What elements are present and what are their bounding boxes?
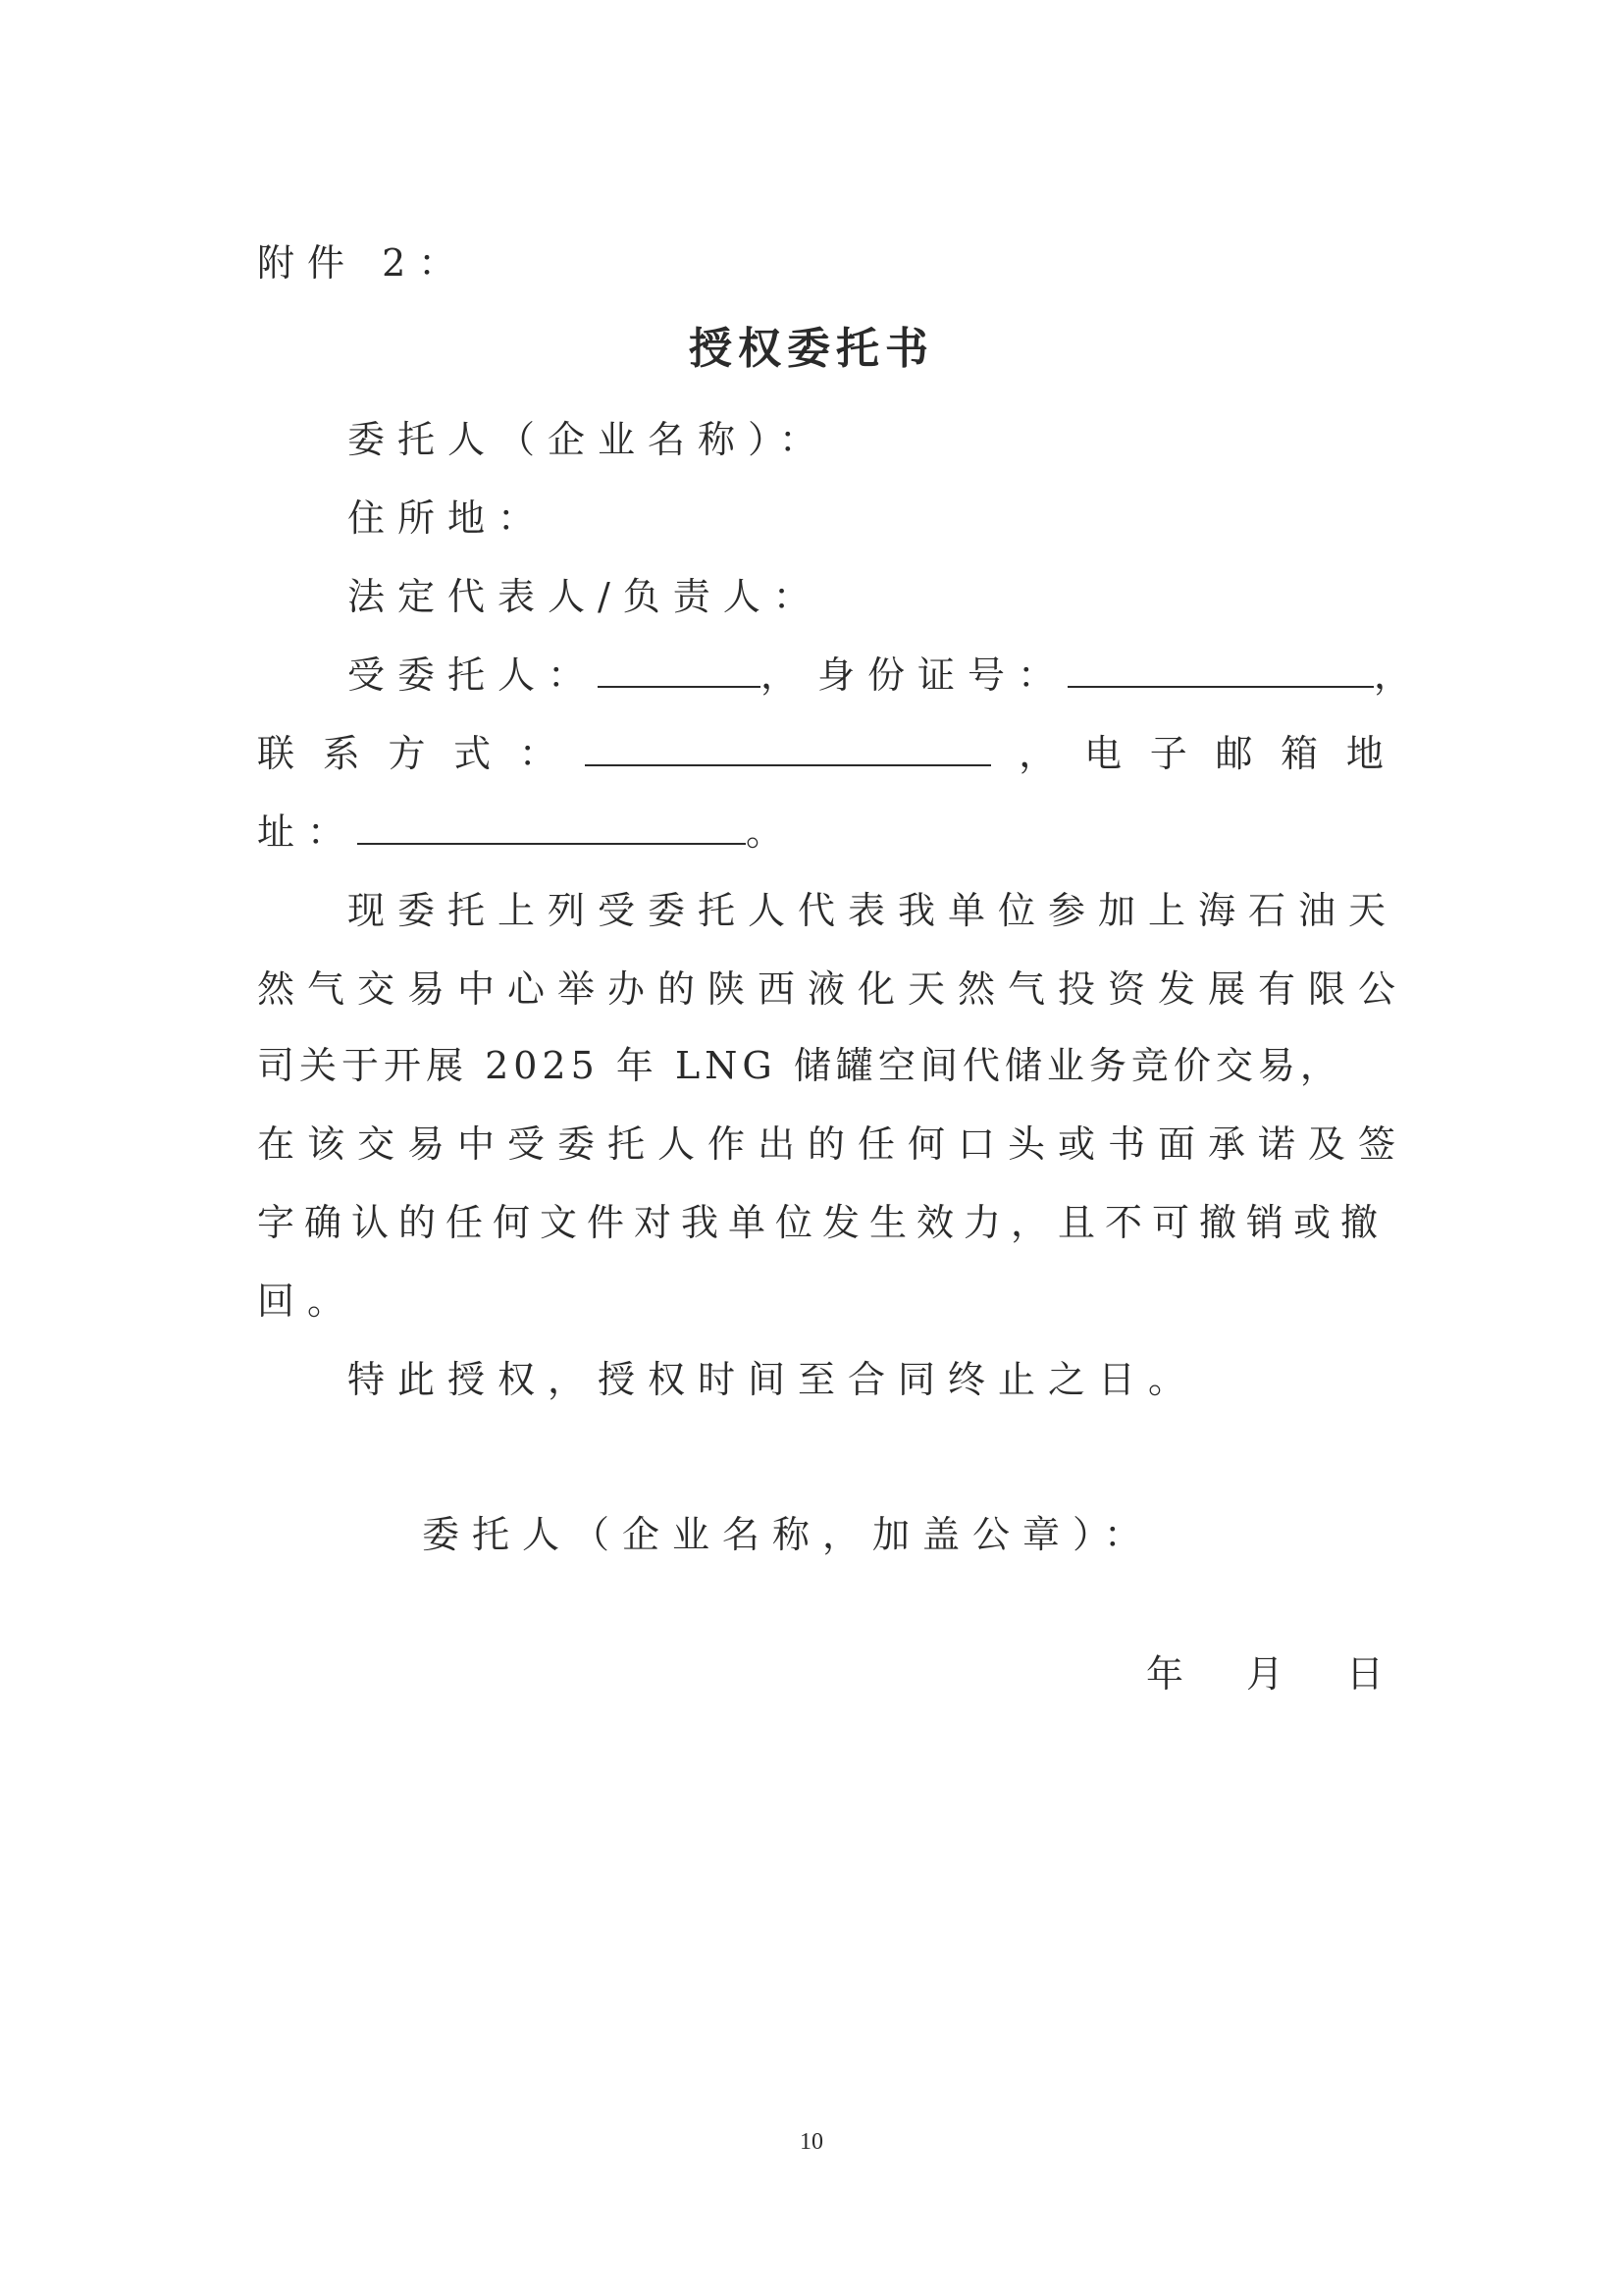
contact-char: 式 [453, 732, 492, 775]
agent-name-blank [598, 652, 760, 688]
principal-seal-line: 委托人（企业名称，加盖公章）： [422, 1513, 1155, 1556]
body-line: 字确认的任何文件对我单位发生效力，且不可撤销或撤 [257, 1201, 1388, 1244]
body-line: 现委托上列受委托人代表我单位参加上海石油天 [347, 889, 1399, 932]
date-day: 日 [1346, 1652, 1385, 1696]
date-month: 月 [1246, 1652, 1284, 1696]
email-char: 箱 [1281, 732, 1319, 775]
attachment-label: 附件 2： [257, 241, 469, 285]
email-tail-label: 址： [257, 810, 358, 854]
document-title: 授权委托书 [689, 324, 934, 374]
email-char: 电 [1084, 732, 1123, 775]
page-number: 10 [800, 2129, 823, 2155]
email-period: 。 [746, 810, 784, 854]
email-char: 子 [1149, 732, 1187, 775]
contact-comma: ， [1019, 732, 1057, 775]
date-year: 年 [1146, 1652, 1184, 1696]
contact-char: ： [518, 732, 556, 775]
id-number-blank [1068, 652, 1374, 688]
contact-char: 系 [322, 732, 360, 775]
email-row [257, 809, 783, 856]
contact-char: 方 [388, 732, 426, 775]
body-line: 司关于开展 2025 年 LNG 储罐空间代储业务竞价交易， [257, 1044, 1342, 1087]
body-line: 然气交易中心举办的陕西液化天然气投资发展有限公 [257, 967, 1409, 1011]
agent-row [347, 652, 1412, 699]
address-field-label: 住所地： [347, 496, 549, 540]
body-line: 在该交易中受委托人作出的任何口头或书面承诺及签 [257, 1122, 1409, 1166]
agent-label: 受委托人： [347, 653, 599, 697]
contact-blank [585, 731, 991, 766]
contact-char: 联 [257, 732, 295, 775]
closing-statement: 特此授权，授权时间至合同终止之日。 [347, 1358, 1199, 1401]
email-blank [357, 809, 746, 845]
principal-field-label: 委托人（企业名称）： [347, 418, 830, 461]
id-label: 身份证号： [817, 653, 1069, 697]
id-comma: ， [1374, 653, 1412, 697]
legal-rep-field-label: 法定代表人/负责人： [347, 575, 823, 618]
body-line: 回。 [257, 1279, 358, 1323]
email-char: 邮 [1215, 732, 1253, 775]
agent-comma: ， [760, 653, 799, 697]
contact-row [257, 730, 1384, 777]
email-char: 地 [1345, 732, 1384, 775]
